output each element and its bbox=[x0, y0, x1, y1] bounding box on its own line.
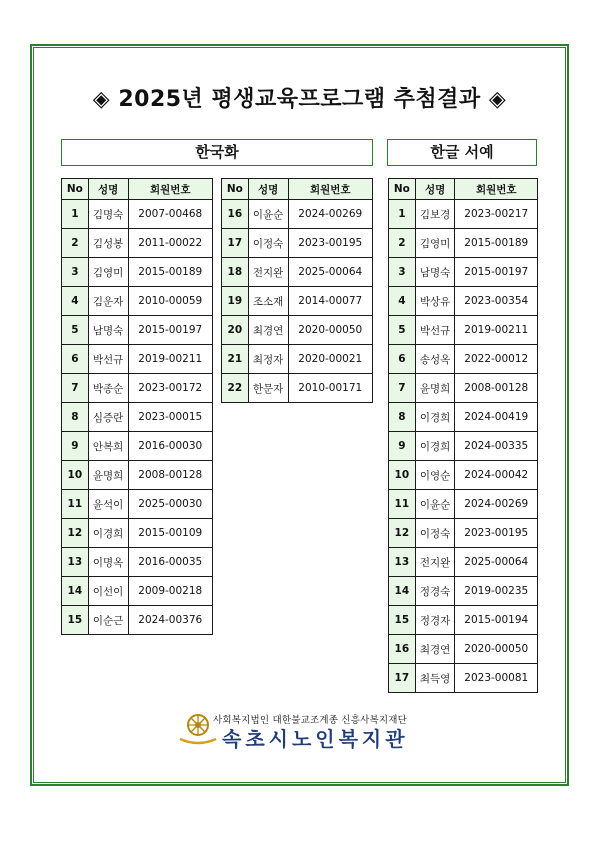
table-row bbox=[62, 461, 213, 490]
column-header-member-id: 회원번호 bbox=[288, 179, 373, 200]
column-header-member-id: 회원번호 bbox=[455, 179, 538, 200]
table-row bbox=[62, 258, 213, 287]
table-row bbox=[389, 548, 538, 577]
table-row bbox=[62, 432, 213, 461]
member-id: 2024-00042 bbox=[455, 461, 538, 490]
member-name: 전지완 bbox=[415, 548, 455, 577]
row-number: 7 bbox=[389, 374, 416, 403]
member-name: 이영순 bbox=[415, 461, 455, 490]
row-number: 17 bbox=[389, 664, 416, 693]
member-name: 최득영 bbox=[415, 664, 455, 693]
table-row bbox=[62, 403, 213, 432]
member-id: 2020-00021 bbox=[288, 345, 373, 374]
member-id: 2008-00128 bbox=[128, 461, 213, 490]
member-id: 2007-00468 bbox=[128, 200, 213, 229]
table-row bbox=[389, 200, 538, 229]
table-row bbox=[62, 490, 213, 519]
member-id: 2024-00269 bbox=[288, 200, 373, 229]
member-name: 정경숙 bbox=[415, 577, 455, 606]
member-id: 2025-00064 bbox=[288, 258, 373, 287]
table-row bbox=[389, 519, 538, 548]
table-row bbox=[62, 345, 213, 374]
row-number: 15 bbox=[389, 606, 416, 635]
member-name: 송성옥 bbox=[415, 345, 455, 374]
table-row bbox=[222, 316, 373, 345]
member-name: 김명숙 bbox=[88, 200, 128, 229]
row-number: 14 bbox=[389, 577, 416, 606]
member-id: 2011-00022 bbox=[128, 229, 213, 258]
row-number: 11 bbox=[389, 490, 416, 519]
column-header-no: No bbox=[222, 179, 249, 200]
member-id: 2010-00171 bbox=[288, 374, 373, 403]
calligraphy-table bbox=[388, 178, 538, 693]
column-header-member-id: 회원번호 bbox=[128, 179, 213, 200]
row-number: 8 bbox=[389, 403, 416, 432]
column-header-name: 성명 bbox=[248, 179, 288, 200]
section-calligraphy: 한글 서예 bbox=[387, 139, 537, 166]
table-row bbox=[62, 229, 213, 258]
section-korean-painting: 한국화 bbox=[61, 139, 373, 166]
member-name: 이윤순 bbox=[248, 200, 288, 229]
member-id: 2024-00419 bbox=[455, 403, 538, 432]
member-id: 2019-00211 bbox=[128, 345, 213, 374]
member-name: 이경희 bbox=[88, 519, 128, 548]
table-row bbox=[222, 200, 373, 229]
row-number: 7 bbox=[62, 374, 89, 403]
column-header-no: No bbox=[389, 179, 416, 200]
table-row bbox=[389, 432, 538, 461]
member-name: 박상유 bbox=[415, 287, 455, 316]
member-name: 이윤순 bbox=[415, 490, 455, 519]
member-name: 조소재 bbox=[248, 287, 288, 316]
member-id: 2023-00354 bbox=[455, 287, 538, 316]
table-row bbox=[389, 229, 538, 258]
member-name: 이명옥 bbox=[88, 548, 128, 577]
row-number: 21 bbox=[222, 345, 249, 374]
table-row bbox=[389, 403, 538, 432]
member-id: 2024-00376 bbox=[128, 606, 213, 635]
member-name: 심증란 bbox=[88, 403, 128, 432]
row-number: 4 bbox=[389, 287, 416, 316]
table-row bbox=[389, 287, 538, 316]
member-id: 2025-00030 bbox=[128, 490, 213, 519]
column-header-no: No bbox=[62, 179, 89, 200]
member-id: 2015-00194 bbox=[455, 606, 538, 635]
member-name: 남명숙 bbox=[415, 258, 455, 287]
table-row bbox=[389, 316, 538, 345]
row-number: 2 bbox=[62, 229, 89, 258]
table-row bbox=[389, 577, 538, 606]
row-number: 9 bbox=[389, 432, 416, 461]
member-id: 2023-00172 bbox=[128, 374, 213, 403]
row-number: 19 bbox=[222, 287, 249, 316]
row-number: 10 bbox=[62, 461, 89, 490]
row-number: 20 bbox=[222, 316, 249, 345]
table-row bbox=[222, 345, 373, 374]
korean-painting-table-2 bbox=[221, 178, 373, 403]
row-number: 6 bbox=[62, 345, 89, 374]
member-name: 윤명희 bbox=[415, 374, 455, 403]
table-row bbox=[389, 664, 538, 693]
row-number: 3 bbox=[389, 258, 416, 287]
member-name: 김보경 bbox=[415, 200, 455, 229]
row-number: 2 bbox=[389, 229, 416, 258]
table-row bbox=[389, 606, 538, 635]
member-id: 2016-00030 bbox=[128, 432, 213, 461]
row-number: 12 bbox=[62, 519, 89, 548]
member-id: 2023-00015 bbox=[128, 403, 213, 432]
member-id: 2014-00077 bbox=[288, 287, 373, 316]
member-id: 2015-00197 bbox=[455, 258, 538, 287]
member-id: 2023-00217 bbox=[455, 200, 538, 229]
table-row bbox=[62, 287, 213, 316]
row-number: 5 bbox=[62, 316, 89, 345]
row-number: 6 bbox=[389, 345, 416, 374]
member-id: 2015-00189 bbox=[128, 258, 213, 287]
member-name: 정경자 bbox=[415, 606, 455, 635]
member-name: 이순근 bbox=[88, 606, 128, 635]
member-name: 전지완 bbox=[248, 258, 288, 287]
row-number: 9 bbox=[62, 432, 89, 461]
member-name: 김영미 bbox=[88, 258, 128, 287]
row-number: 1 bbox=[389, 200, 416, 229]
table-row bbox=[222, 287, 373, 316]
table-row bbox=[389, 635, 538, 664]
table-row bbox=[222, 258, 373, 287]
member-id: 2015-00197 bbox=[128, 316, 213, 345]
row-number: 10 bbox=[389, 461, 416, 490]
table-row bbox=[62, 548, 213, 577]
table-row bbox=[62, 577, 213, 606]
member-id: 2009-00218 bbox=[128, 577, 213, 606]
member-name: 이경희 bbox=[415, 432, 455, 461]
member-name: 윤명희 bbox=[88, 461, 128, 490]
column-header-name: 성명 bbox=[415, 179, 455, 200]
member-name: 박선규 bbox=[415, 316, 455, 345]
row-number: 15 bbox=[62, 606, 89, 635]
row-number: 14 bbox=[62, 577, 89, 606]
row-number: 16 bbox=[389, 635, 416, 664]
row-number: 11 bbox=[62, 490, 89, 519]
table-row bbox=[389, 258, 538, 287]
row-number: 1 bbox=[62, 200, 89, 229]
row-number: 17 bbox=[222, 229, 249, 258]
member-name: 한문자 bbox=[248, 374, 288, 403]
korean-painting-table-1 bbox=[61, 178, 213, 635]
column-header-name: 성명 bbox=[88, 179, 128, 200]
table-row bbox=[222, 374, 373, 403]
table-row bbox=[62, 200, 213, 229]
row-number: 13 bbox=[62, 548, 89, 577]
member-id: 2022-00012 bbox=[455, 345, 538, 374]
row-number: 5 bbox=[389, 316, 416, 345]
row-number: 3 bbox=[62, 258, 89, 287]
member-id: 2020-00050 bbox=[288, 316, 373, 345]
member-name: 최정자 bbox=[248, 345, 288, 374]
member-id: 2020-00050 bbox=[455, 635, 538, 664]
row-number: 13 bbox=[389, 548, 416, 577]
table-row bbox=[62, 316, 213, 345]
member-id: 2023-00081 bbox=[455, 664, 538, 693]
row-number: 16 bbox=[222, 200, 249, 229]
member-id: 2010-00059 bbox=[128, 287, 213, 316]
organization-name: 속초시노인복지관 bbox=[222, 727, 409, 751]
foundation-subtitle: 사회복지법인 대한불교조계종 신흥사복지재단 bbox=[213, 715, 407, 726]
member-name: 이정숙 bbox=[248, 229, 288, 258]
row-number: 18 bbox=[222, 258, 249, 287]
table-row bbox=[389, 461, 538, 490]
table-row bbox=[389, 345, 538, 374]
dharma-wheel-icon bbox=[178, 712, 218, 748]
member-id: 2025-00064 bbox=[455, 548, 538, 577]
member-id: 2008-00128 bbox=[455, 374, 538, 403]
member-name: 최경연 bbox=[415, 635, 455, 664]
member-name: 이정숙 bbox=[415, 519, 455, 548]
member-id: 2024-00335 bbox=[455, 432, 538, 461]
member-name: 김성봉 bbox=[88, 229, 128, 258]
row-number: 8 bbox=[62, 403, 89, 432]
member-name: 김영미 bbox=[415, 229, 455, 258]
page-title: ◈ 2025년 평생교육프로그램 추첨결과 ◈ bbox=[92, 87, 507, 112]
table-row bbox=[62, 606, 213, 635]
member-id: 2024-00269 bbox=[455, 490, 538, 519]
member-name: 이선이 bbox=[88, 577, 128, 606]
member-name: 박선규 bbox=[88, 345, 128, 374]
table-row bbox=[62, 519, 213, 548]
member-name: 이경희 bbox=[415, 403, 455, 432]
member-name: 김운자 bbox=[88, 287, 128, 316]
member-id: 2015-00109 bbox=[128, 519, 213, 548]
row-number: 4 bbox=[62, 287, 89, 316]
table-row bbox=[62, 374, 213, 403]
member-name: 박종순 bbox=[88, 374, 128, 403]
member-id: 2023-00195 bbox=[455, 519, 538, 548]
table-row bbox=[222, 229, 373, 258]
member-name: 남명숙 bbox=[88, 316, 128, 345]
row-number: 22 bbox=[222, 374, 249, 403]
member-id: 2023-00195 bbox=[288, 229, 373, 258]
member-id: 2015-00189 bbox=[455, 229, 538, 258]
row-number: 12 bbox=[389, 519, 416, 548]
member-name: 윤석이 bbox=[88, 490, 128, 519]
table-row bbox=[389, 490, 538, 519]
member-name: 안복희 bbox=[88, 432, 128, 461]
member-name: 최경연 bbox=[248, 316, 288, 345]
member-id: 2016-00035 bbox=[128, 548, 213, 577]
table-row bbox=[389, 374, 538, 403]
member-id: 2019-00235 bbox=[455, 577, 538, 606]
member-id: 2019-00211 bbox=[455, 316, 538, 345]
